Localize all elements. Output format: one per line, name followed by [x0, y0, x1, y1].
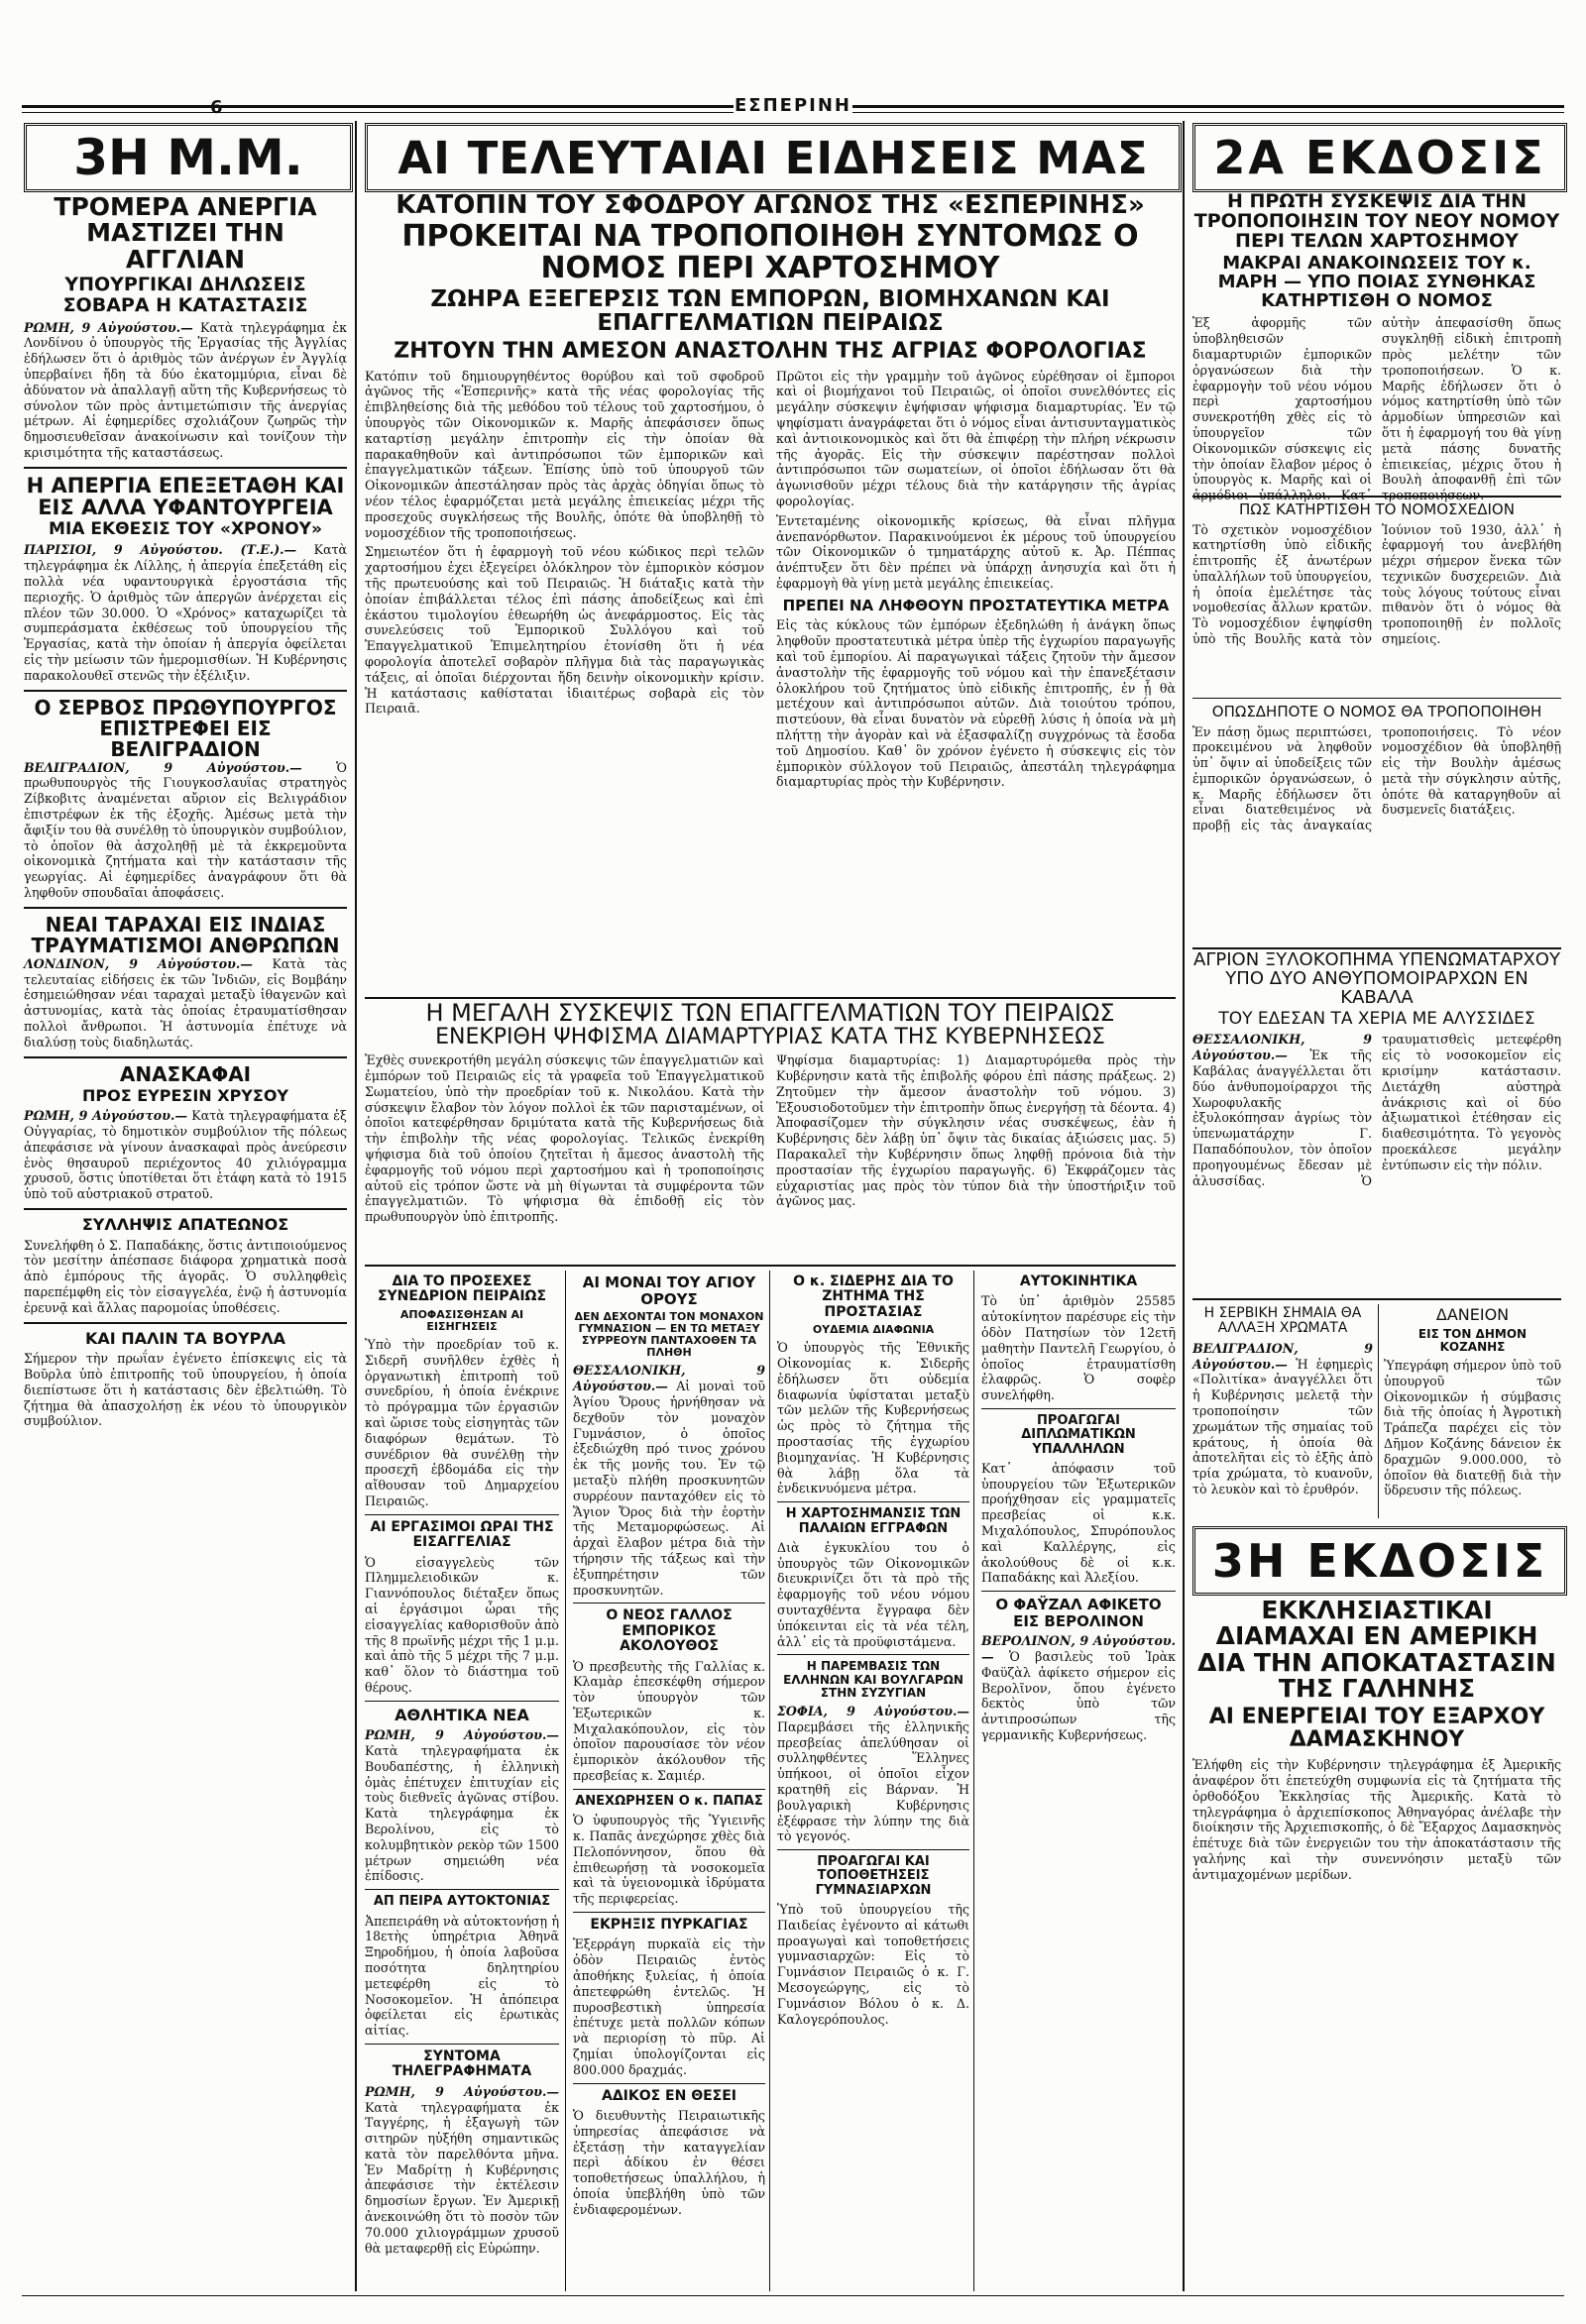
article-body: Ὁ εἰσαγγελεὺς τῶν Πλημμελειοδικῶν κ. Γιαννόπουλος διέταξεν ὅπως αἱ ἐργάσιμοι ὧραι τῆς εἰσαγγελίας καθορισθοῦν ἀπὸ τῆς 8 πρωϊνῆς μέχρι τῆς 1 μ.μ. καὶ ἀπὸ τῆς 5 μέχρι τῆς 7 μ.μ. καθ᾽ ὅλον τὸ διάστημα τοῦ θέρους.: [365, 1554, 559, 1695]
article-body: Ὁ πρεσβευτὴς τῆς Γαλλίας κ. Κλαμὰρ ἐπεσκέφθη σήμερον τὸν ὑπουργὸν τῶν Ἐξωτερικῶν κ. Μιχαλακόπουλον, εἰς τὸν ὁποῖον παρουσίασε τὸν νέον ἐμπορικὸν ἀκόλουθον τῆς πρεσβείας κ. Σαμιέρ.: [573, 1658, 765, 1784]
section-rule: [365, 1265, 1176, 1267]
lead-body: Κατόπιν τοῦ δημιουργηθέντος θορύβου καὶ τοῦ σφοδροῦ ἀγῶνος τῆς «Ἑσπερινῆς» κατὰ τῆς νέας φορολογίας τῆς ἐπιβληθείσης διὰ τῆς μεθόδου τοῦ τέλους τοῦ χαρτοσήμου, ὁ ὑπουργὸς τῶν Οἰκονομικῶν κ. Μαρῆς ἀπεφάσισεν ὅπως καταρτίσῃ μεγάλην ἐπιτροπὴν εἰς τὴν ὁποίαν θὰ παρακαθηθοῦν καὶ ἀντιπρόσωποι τῶν ἐμπορικῶν καὶ ἐπαγγελματικῶν τάξεων. Ἐπίσης ὑπὸ τοῦ ὑπουργοῦ τῶν Οἰκονομικῶν ἀπεστάλησαν πρὸς τὰς ἀρχὰς ὁδηγίαι ὅπως τὸ νέον τέλος ἐφαρμόζεται μετὰ μεγάλης ἐπιεικείας μέχρι τῆς προσεχοῦς συγκλήσεως τῆς Βουλῆς, ὁπότε θὰ ὑποβληθῇ τὸ νομοσχέδιον τῆς τροποποιήσεως.: [365, 368, 764, 540]
article-body: Ὑπὸ τὴν προεδρίαν τοῦ κ. Σιδερῆ συνῆλθεν ἐχθὲς ἡ ὀργανωτικὴ ἐπιτροπὴ τοῦ συνεδρίου, ἡ ὁποία ἐνέκρινε τὸ πρόγραμμα τῶν ἐργασιῶν καὶ ὥρισε τοὺς εἰσηγητὰς τῶν διαφόρων θεμάτων. Τὸ συνέδριον θὰ συνέλθῃ τὴν προσεχῆ ἑβδομάδα εἰς τὴν αἴθουσαν τοῦ Δημαρχείου Πειραιῶς.: [365, 1336, 559, 1508]
dateline: ΒΕΛΙΓΡΑΔΙΟΝ, 9 Αὐγούστου.—: [1192, 1340, 1373, 1372]
article-headline: ΑΘΛΗΤΙΚΑ ΝΕΑ: [395, 1705, 529, 1724]
dateline: ΘΕΣΣΑΛΟΝΙΚΗ, 9 Αὐγούστου.—: [1192, 1032, 1372, 1063]
right-lead-subhead: ΜΑΚΡΑΙ ΑΝΑΚΟΙΝΩΣΕΙΣ ΤΟΥ κ. ΜΑΡΗ — ΥΠΟ ΠΟΙΑΣ ΣΥΝΘΗΚΑΣ ΚΑΤΗΡΤΙΣΘΗ Ο ΝΟΜΟΣ: [1217, 252, 1536, 311]
column-divider-right: [1183, 121, 1185, 2291]
serbian-body: Ἡ ἐφημερὶς «Πολιτίκα» ἀναγγέλλει ὅτι ἡ Κυβέρνησις μελετᾷ τὴν τροποποίησιν τῶν χρωμάτων τῆς σημαίας τοῦ κράτους, ἡ ὁποία θὰ ἀποτελῆται εἰς τὸ ἑξῆς ἀπὸ τρία χρώματα, τὸ κυανοῦν, τὸ λευκὸν καὶ τὸ ἐρυθρόν.: [1192, 1356, 1373, 1496]
subcolumn-divider: [973, 1271, 974, 2291]
story-headline: ΤΡΟΜΕΡΑ ΑΝΕΡΓΙΑ ΜΑΣΤΙΖΕΙ ΤΗΝ ΑΓΓΛΙΑΝ: [54, 192, 317, 274]
center-banner: ΑΙ ΤΕΛΕΥΤΑΙΑΙ ΕΙΔΗΣΕΙΣ ΜΑΣ: [397, 131, 1149, 184]
article-body: Ὑπὸ τοῦ ὑπουργείου τῆς Παιδείας ἐγένοντο αἱ κάτωθι προαγωγαὶ καὶ τοποθετήσεις γυμνασιαρχῶν: Εἰς τὸ Γυμνάσιον Πειραιῶς ὁ κ. Γ. Μεσογεώργης, εἰς τὸ Γυμνάσιον Βόλου ὁ κ. Δ. Καλογερόπουλος.: [777, 1902, 969, 2027]
rural-story: [1192, 951, 1561, 1294]
loan-story: [1384, 1304, 1561, 1518]
article-headline: Ο ΦΑΫΖΑΛ ΑΦΙΚΕΤΟ ΕΙΣ ΒΕΡΟΛΙΝΟΝ: [995, 1596, 1162, 1630]
article-headline: Ο ΝΕΟΣ ΓΑΛΛΟΣ ΕΜΠΟΡΙΚΟΣ ΑΚΟΛΟΥΘΟΣ: [606, 1607, 733, 1655]
dateline: ΒΕΡΟΛΙΝΟΝ, 9 Αὐγούστου.—: [981, 1633, 1176, 1665]
lead-kicker: ΚΑΤΟΠΙΝ ΤΟΥ ΣΦΟΔΡΟΥ ΑΓΩΝΟΣ ΤΗΣ «ΕΣΠΕΡΙΝΗΣ»: [396, 190, 1145, 220]
article-headline: Ο κ. ΣΙΔΕΡΗΣ ΔΙΑ ΤΟ ΖΗΤΗΜΑ ΤΗΣ ΠΡΟΣΤΑΣΙΑΣ: [793, 1273, 954, 1320]
dateline: ΘΕΣΣΑΛΟΝΙΚΗ, 9 Αὐγούστου.—: [573, 1363, 765, 1394]
right-lead-story: [1192, 192, 1561, 490]
article-subhead: ΑΠΟΦΑΣΙΣΘΗΣΑΝ ΑΙ ΕΙΣΗΓΗΣΕΙΣ: [399, 1307, 524, 1333]
article-body: Ἀπεπειράθη νὰ αὐτοκτονήσῃ ἡ 18ετὴς ὑπηρέτρια Ἀθηνᾶ Ξηροδήμου, ἡ ὁποία λαβοῦσα ποσότητα δηλητηρίου μετεφέρθη εἰς τὸ Νοσοκομεῖον. Ἡ ἀπόπειρα ὀφείλεται εἰς ἐρωτικὰς αἰτίας.: [365, 1913, 559, 2039]
church-headline: ΕΚΚΛΗΣΙΑΣΤΙΚΑΙ ΔΙΑΜΑΧΑΙ ΕΝ ΑΜΕΡΙΚΗ ΔΙΑ ΤΗΝ ΑΠΟΚΑΤΑΣΤΑΣΙΝ ΤΗΣ ΓΑΛΗΝΗΣ: [1197, 1596, 1556, 1703]
paper-name: ΕΣΠΕΡΙΝΗ: [735, 95, 851, 116]
lead-subhead-2: ΖΗΤΟΥΝ ΤΗΝ ΑΜΕΣΟΝ ΑΝΑΣΤΟΛΗΝ ΤΗΣ ΑΓΡΙΑΣ ΦΟΡΟΛΟΓΙΑΣ: [394, 338, 1147, 364]
center-banner-box: [365, 123, 1182, 192]
story-subhead: ΜΙΑ ΕΚΘΕΣΙΣ ΤΟΥ «ΧΡΟΝΟΥ»: [49, 518, 322, 539]
dateline: ΛΟΝΔΙΝΟΝ, 9 Αὐγούστου.—: [24, 955, 253, 971]
story-body: Συνελήφθη ὁ Σ. Παπαδάκης, ὅστις ἀντιποιούμενος τὸν μεσίτην ἀπέσπασε διάφορα χρηματικὰ ποσὰ ἀπὸ ἐμπόρους τῆς ἀγορᾶς. Ὁ συλληφθεὶς παρεπέμφθη εἰς τὸν εἰσαγγελέα, ἐνῷ ἡ ἀστυνομία ἐρευνᾷ καὶ ἄλλας παρομοίας ὑποθέσεις.: [24, 1237, 347, 1315]
article-body: Ὁ βασιλεὺς τοῦ Ἰρὰκ Φαϋζὰλ ἀφίκετο σήμερον εἰς Βερολῖνον, ὅπου ἐγένετο δεκτὸς ὑπὸ τῶν ἀντιπροσώπων τῆς γερμανικῆς Κυβερνήσεως.: [981, 1649, 1176, 1743]
article-subhead: ΔΕΝ ΔΕΧΟΝΤΑΙ ΤΟΝ ΜΟΝΑΧΟΝ ΓΥΜΝΑΣΙΟΝ — ΕΝ ΤΩ ΜΕΤΑΞΥ ΣΥΡΡΕΟΥΝ ΠΑΝΤΑΧΟΘΕΝ ΤΑ ΠΛΗΘΗ: [574, 1310, 764, 1360]
story-headline: ΚΑΙ ΠΑΛΙΝ ΤΑ ΒΟΥΡΛΑ: [84, 1328, 286, 1348]
serbian-headline: Η ΣΕΡΒΙΚΗ ΣΗΜΑΙΑ ΘΑ ΑΛΛΑΞΗ ΧΡΩΜΑΤΑ: [1203, 1305, 1362, 1337]
page-number: 6: [210, 97, 223, 118]
bottom-subcolumn-4: [981, 1273, 1176, 2291]
rural-body: Ἐκ τῆς Καβάλας ἀναγγέλλεται ὅτι δύο ἀνθυπομοίραρχοι τῆς Χωροφυλακῆς ἐξυλοκόπησαν ἀγρίως τὸν ὑπενωματάρχην Γ. Παπαδόπουλον, τὸν ὁποῖον προηγουμένως ἔδεσαν μὲ ἁλυσσίδας. Ὁ τραυματισθεὶς μετεφέρθη εἰς τὸ νοσοκομεῖον εἰς κρισίμην κατάστασιν. Διετάχθη αὐστηρὰ ἀνάκρισις καὶ οἱ δύο ἀξιωματικοὶ ἐτέθησαν εἰς διαθεσιμότητα. Τὸ γεγονὸς προεκάλεσε μεγάλην ἐντύπωσιν εἰς τὴν πόλιν.: [1192, 1032, 1561, 1188]
dateline: ΣΟΦΙΑ, 9 Αὐγούστου.—: [777, 1703, 969, 1718]
article-headline: Η ΧΑΡΤΟΣΗΜΑΝΣΙΣ ΤΩΝ ΠΑΛΑΙΩΝ ΕΓΓΡΑΦΩΝ: [785, 1506, 962, 1536]
article-body: Ὁ ὑφυπουργὸς τῆς Ὑγιεινῆς κ. Παπᾶς ἀνεχώρησε χθὲς διὰ Πελοπόννησον, ὅπου θὰ ἐπιθεωρήσῃ τὰ νοσοκομεῖα καὶ τὰ ὑγειονομικὰ ἱδρύματα τῆς περιφερείας.: [573, 1813, 765, 1907]
article-headline: ΠΡΟΑΓΩΓΑΙ ΚΑΙ ΤΟΠΟΘΕΤΗΣΕΙΣ ΓΥΜΝΑΣΙΑΡΧΩΝ: [815, 1854, 932, 1898]
story-body: Κατὰ τὰς τελευταίας εἰδήσεις ἐκ τῶν Ἰνδιῶν, εἰς Βομβάην ἐσημειώθησαν νέαι ταραχαὶ μεταξὺ ἰθαγενῶν καὶ ἀστυνομίας, κατὰ τὰς ὁποίας ἐτραυματίσθησαν πολλοὶ ἄνθρωποι. Ἡ ἀστυνομία ἐπέτυχε νὰ διαλύσῃ τοὺς διαδηλωτάς.: [24, 955, 347, 1050]
measures-body: Εἰς τὰς κύκλους τῶν ἐμπόρων ἐξεδηλώθη ἡ ἀνάγκη ὅπως ληφθοῦν προστατευτικὰ μέτρα ὑπὲρ τῆς ἐγχωρίου παραγωγῆς καὶ τοῦ ἐμπορίου. Αἱ παραγωγικαὶ τάξεις ζητοῦν τὴν ἄμεσον ἀναστολὴν τῆς ἐφαρμογῆς τοῦ νόμου καὶ τὴν ἐπανεξέτασιν ὁλοκλήρου τοῦ ζητήματος ὑπὸ εἰδικῆς ἐπιτροπῆς, ἐν ᾗ θὰ μετέχουν καὶ ἀντιπρόσωποι αὐτῶν. Διὰ τοιούτου τρόπου, πιστεύουν, θὰ εἶναι δυνατὸν νὰ εὑρεθῇ λύσις ἡ ὁποία νὰ μὴ πλήττῃ τὴν ἀγορὰν καὶ νὰ ἐξασφαλίζῃ συγχρόνως τὰ ἔσοδα τοῦ Δημοσίου. Καθ᾽ ὃν χρόνον ἐγένετο ἡ σύσκεψις εἰς τὸν ἐμπορικὸν σύλλογον τοῦ Πειραιῶς, ἀπεστάλη τηλεγράφημα διαμαρτυρίας πρὸς τὴν Κυβέρνησιν.: [776, 617, 1176, 790]
piraeus-body-2: Ψηφίσμα διαμαρτυρίας: 1) Διαμαρτυρόμεθα πρὸς τὴν Κυβέρνησιν κατὰ τῆς ἐπιβολῆς φόρου ἐπὶ πάσης πράξεως. 2) Ζητοῦμεν τὴν ἄμεσον ἀναστολὴν τοῦ νόμου. 3) Ἐξουσιοδοτοῦμεν τὴν ἐπιτροπὴν ὅπως ἐνεργήσῃ τὰ δέοντα. 4) Ἀποφασίζομεν τὴν σύγκλησιν νέας συσκέψεως, ἐὰν ἡ Κυβέρνησις δὲν λάβῃ ὑπ᾽ ὄψιν τὰς δικαίας ἀξιώσεις μας. 5) Παρακαλεῖ τὴν Κυβέρνησιν ὅπως ληφθῇ πρόνοια διὰ τὴν προστασίαν τῆς ἐγχωρίου παραγωγῆς. 6) Ἐκφράζομεν τὰς εὐχαριστίας μας πρὸς τὸν τύπον διὰ τὴν ὑποστήριξιν τοῦ ἀγῶνος μας.: [776, 1052, 1176, 1209]
serbian-story: [1192, 1304, 1373, 1518]
article-headline: ΣΥΝΤΟΜΑ ΤΗΛΕΓΡΑΦΗΜΑΤΑ: [392, 2047, 532, 2080]
subcolumn-divider: [565, 1271, 566, 2291]
article-body: Αἱ μοναὶ τοῦ Ἁγίου Ὄρους ἠρνήθησαν νὰ δεχθοῦν τὸν μοναχὸν Γυμνάσιον, ὁ ὁποῖος ἐξεδιώχθη πρό τινος χρόνου ἐκ τῆς μονῆς του. Ἐν τῷ μεταξὺ πλήθη προσκυνητῶν συρρέουν πανταχόθεν εἰς τὸ Ἅγιον Ὄρος διὰ τὴν ἑορτὴν τῆς Μεταμορφώσεως. Αἱ ἀρχαὶ ἔλαβον μέτρα διὰ τὴν τήρησιν τῆς τάξεως καὶ τὴν ἐξυπηρέτησιν τῶν προσκυνητῶν.: [573, 1379, 765, 1598]
story-body: Σήμερον τὴν πρωΐαν ἐγένετο ἐπίσκεψις εἰς τὰ Βοῦρλα ὑπὸ ἐπιτροπῆς τοῦ ὑπουργείου, ἡ ὁποία διεπίστωσε ὅτι ἡ κατάστασις δὲν ἐβελτιώθη. Τὸ ζήτημα θὰ ἀπασχολήσῃ ἐκ νέου τὸ ὑπουργικὸν συμβούλιον.: [24, 1351, 347, 1429]
article-headline: ΠΡΟΑΓΩΓΑΙ ΔΙΠΛΩΜΑΤΙΚΩΝ ΥΠΑΛΛΗΛΩΝ: [1021, 1412, 1136, 1457]
article-body: Τὸ ὑπ᾽ ἀριθμὸν 25585 αὐτοκίνητον παρέσυρε εἰς τὴν ὁδὸν Πατησίων τὸν 12ετῆ μαθητὴν Παντελῆ Γεωργίου, ὁ ὁποῖος ἐτραυματίσθη ἐλαφρῶς. Ὁ σοφὲρ συνελήφθη.: [981, 1293, 1176, 1403]
story-headline: ΑΝΑΣΚΑΦΑΙ: [119, 1061, 252, 1086]
piraeus-body: Ἐχθὲς συνεκροτήθη μεγάλη σύσκεψις τῶν ἐπαγγελματιῶν καὶ ἐμπόρων τοῦ Πειραιῶς εἰς τὰ γραφεῖα τοῦ Ἐπαγγελματικοῦ Σωματείου, ὑπὸ τὴν προεδρίαν τοῦ κ. Νικολάου. Κατὰ τὴν σύσκεψιν ἔλαβον τὸν λόγον πολλοὶ ἐκ τῶν παρισταμένων, οἱ ὁποῖοι κατεφέρθησαν δριμύτατα κατὰ τῆς Κυβερνήσεως διὰ τὴν ἐπιβολὴν τῆς νέας φορολογίας. Τελικῶς ἐνεκρίθη ψήφισμα διὰ τοῦ ὁποίου ζητεῖται ἡ ἄμεσος ἀναστολὴ τῆς ἐφαρμογῆς τοῦ νόμου περὶ χαρτοσήμου καὶ ἡ τροποποίησις αὐτοῦ εἰς τρόπον ὥστε νὰ μὴ θίγωνται τὰ συμφέροντα τῶν ἐπαγγελματιῶν. Τὸ ψήφισμα θὰ ἐπιδοθῇ εἰς τὸν πρωθυπουργὸν ὑπὸ ἐπιτροπῆς.: [365, 1052, 764, 1225]
article-headline: ΑΔΙΚΟΣ ΕΝ ΘΕΣΕΙ: [601, 2087, 737, 2104]
story-subhead: ΠΡΟΣ ΕΥΡΕΣΙΝ ΧΡΥΣΟΥ: [82, 1085, 288, 1105]
story-body: Κατὰ τηλεγραφήματα ἐξ Οὐγγαρίας, τὸ δημοτικὸν συμβούλιον τῆς πόλεως ἀπεφάσισε νὰ γίνουν ἀνασκαφαὶ πρὸς ἀνεύρεσιν ἑνὸς θησαυροῦ περιέχοντος 40 χιλιόγραμμα χρυσοῦ, ὅστις ὑποτίθεται ὅτι ἐτάφη κατὰ τὸ 1915 ὑπὸ τοῦ αὐστριακοῦ στρατοῦ.: [24, 1108, 347, 1202]
right-lead-body: Ἐξ ἀφορμῆς τῶν ὑποβληθεισῶν διαμαρτυριῶν ἐμπορικῶν ὀργανώσεων διὰ τὴν ἐφαρμογὴν τοῦ νέου νόμου περὶ χαρτοσήμου συνεκροτήθη χθὲς εἰς τὸ ὑπουργεῖον τῶν Οἰκονομικῶν σύσκεψις εἰς τὴν ὁποίαν ἔλαβον μέρος ὁ ὑπουργὸς κ. Μαρῆς καὶ οἱ αὐτὴν ἀπεφασίσθη ὅπως συγκληθῇ εἰδικὴ ἐπιτροπὴ πρὸς μελέτην τῶν τροποποιήσεων. Ὁ κ. Μαρῆς ἐδήλωσεν ὅτι ὁ νόμος κατηρτίσθη ὑπὸ τῶν ἀρμοδίων ὑπηρεσιῶν καὶ ὅτι ἡ ἐφαρμογή του θὰ γίνῃ μετὰ πάσης δυνατῆς ἐπιεικείας, μέχρις ὅτου ἡ Βουλὴ ἀποφανθῇ ἐπὶ τῶν: [1192, 315, 1561, 488]
story-body: Κατὰ τηλεγράφημα ἐκ Λονδίνου ὁ ὑπουργὸς τῆς Ἐργασίας τῆς Ἀγγλίας ἐδήλωσεν ὅτι ὁ ἀριθμὸς τῶν ἀνέργων ἐν Ἀγγλίᾳ ὑπερβαίνει ἤδη τὰ δύο ἑκατομμύρια, εἶναι δὲ ἀδύνατον νὰ ἀπαλλαγῇ αὕτη τῆς Κυβερνήσεως τὸ σύνολον τῶν πρὸς ἀντιμετώπισιν τῆς ἀνεργίας μέτρων. Αἱ ἐφημερίδες σχολιάζουν ζωηρῶς τὴν δημοσιευθεῖσαν ἀνακοίνωσιν καὶ τονίζουν τὴν κρισιμότητα τῆς καταστάσεως.: [24, 319, 347, 460]
criticism-headline: ΠΩΣ ΚΑΤΗΡΤΙΣΘΗ ΤΟ ΝΟΜΟΣΧΕΔΙΟΝ: [1239, 500, 1515, 518]
criticism-body: Τὸ σχετικὸν νομοσχέδιον κατηρτίσθη ὑπὸ εἰδικῆς ἐπιτροπῆς ἐξ ἀνωτέρων ὑπαλλήλων τοῦ ὑπουργείου, ἡ ὁποία ἐμελέτησε τὰς νομοθεσίας ἄλλων κρατῶν. Τὸ νομοσχέδιον ἐψηφίσθη ὑπὸ τῆς Βουλῆς κατὰ τὸν Ἰούνιον τοῦ 1930, ἀλλ᾽ ἡ ἐφαρμογή του ἀνεβλήθη μέχρι σήμερον ἕνεκα τῶν τεχνικῶν δυσχερειῶν. Διὰ τοὺς λόγους τούτους εἶναι πιθανὸν ὅτι ὁ νόμος θὰ τροποποιηθῇ ἐν πολλοῖς σημείοις.: [1192, 521, 1561, 647]
article-body: Ὁ ὑπουργὸς τῆς Ἐθνικῆς Οἰκονομίας κ. Σιδερῆς ἐδήλωσεν ὅτι οὐδεμία διαφωνία ὑφίσταται μεταξὺ τῶν μελῶν τῆς Κυβερνήσεως ὡς πρὸς τὸ ζήτημα τῆς προστασίας τῆς ἐγχωρίου βιομηχανίας. Ἡ Κυβέρνησις θὰ λάβῃ ὅλα τὰ ἐνδεικνυόμενα μέτρα.: [777, 1340, 969, 1496]
rural-headline: ΑΓΡΙΟΝ ΞΥΛΟΚΟΠΗΜΑ ΥΠΕΝΩΜΑΤΑΡΧΟΥ ΥΠΟ ΔΥΟ ΑΝΘΥΠΟΜΟΙΡΑΡΧΩΝ ΕΝ ΚΑΒΑΛΑ: [1193, 949, 1560, 1008]
section-rule: [1192, 1298, 1561, 1300]
dateline: ΠΑΡΙΣΙΟΙ, 9 Αὐγούστου. (Τ.Ε.).—: [24, 542, 297, 558]
lead-headline: ΠΡΟΚΕΙΤΑΙ ΝΑ ΤΡΟΠΟΠΟΙΗΘΗ ΣΥΝΤΟΜΩΣ Ο ΝΟΜΟΣ ΠΕΡΙ ΧΑΡΤΟΣΗΜΟΥ: [401, 219, 1139, 285]
article-body: Παρεμβάσει τῆς ἑλληνικῆς πρεσβείας ἀπελύθησαν οἱ συλληφθέντες Ἕλληνες ὑπήκοοι, οἱ ὁποῖοι εἶχον κρατηθῆ εἰς Βάρναν. Ἡ βουλγαρικὴ Κυβέρνησις ἐξέφρασε τὴν λύπην της διὰ τὸ γεγονός.: [777, 1718, 969, 1844]
dateline: ΡΩΜΗ, 9 Αὐγούστου.—: [365, 1727, 559, 1743]
article-headline: ΑΥΤΟΚΙΝΗΤΙΚΑ: [1019, 1273, 1138, 1289]
column-divider-left: [355, 121, 357, 2291]
lead-story: [365, 192, 1176, 995]
article-subhead: ΟΥΔΕΜΙΑ ΔΙΑΦΩΝΙΑ: [812, 1323, 935, 1337]
story-subhead: ΥΠΟΥΡΓΙΚΑΙ ΔΗΛΩΣΕΙΣ ΣΟΒΑΡΑ Η ΚΑΤΑΣΤΑΣΙΣ: [62, 273, 308, 316]
subcolumn-divider: [769, 1271, 770, 2291]
subcolumn-divider: [1378, 1304, 1379, 1518]
piraeus-subhead: ΕΝΕΚΡΙΘΗ ΨΗΦΙΣΜΑ ΔΙΑΜΑΡΤΥΡΙΑΣ ΚΑΤΑ ΤΗΣ ΚΥΒΕΡΝΗΣΕΩΣ: [435, 1025, 1105, 1051]
criticism-story: [1192, 499, 1561, 694]
rural-subhead: ΤΟΥ ΕΔΕΣΑΝ ΤΑ ΧΕΡΙΑ ΜΕ ΑΛΥΣΣΙΔΕΣ: [1218, 1008, 1535, 1029]
measures-headline: ΠΡΕΠΕΙ ΝΑ ΛΗΦΘΟΥΝ ΠΡΟΣΤΑΤΕΥΤΙΚΑ ΜΕΤΡΑ: [782, 596, 1170, 614]
article-body: Κατὰ τηλεγραφήματα ἐκ Ταγγέρης, ἡ ἐξαγωγὴ τῶν σιτηρῶν ηὐξήθη σημαντικῶς κατὰ τὸν παρελθόντα μῆνα. Ἐν Μαδρίτῃ ἡ Κυβέρνησις ἀπεφάσισε τὴν ἐκτέλεσιν δημοσίων ἔργων. Ἐν Ἀμερικῇ ἀνεκοινώθη ὅτι τὸ ποσὸν τῶν 70.000 χιλιογράμμων χρυσοῦ θὰ μεταφερθῇ εἰς Εὐρώπην.: [365, 2099, 559, 2256]
story-headline: Η ΑΠΕΡΓΙΑ ΕΠΕΞΕΤΑΘΗ ΚΑΙ ΕΙΣ ΑΛΛΑ ΥΦΑΝΤΟΥΡΓΕΙΑ: [26, 473, 345, 519]
edition2-box: [1192, 123, 1567, 192]
bottom-subcolumn-1: [365, 1273, 559, 2291]
right-lead-headline: Η ΠΡΩΤΗ ΣΥΣΚΕΨΙΣ ΔΙΑ ΤΗΝ ΤΡΟΠΟΠΟΙΗΣΙΝ ΤΟΥ ΝΕΟΥ ΝΟΜΟΥ ΠΕΡΙ ΤΕΛΩΝ ΧΑΡΤΟΣΗΜΟΥ: [1193, 190, 1560, 252]
article-headline: ΑΙ ΜΟΝΑΙ ΤΟΥ ΑΓΙΟΥ ΟΡΟΥΣ: [582, 1273, 756, 1308]
edition3-box: [1192, 1526, 1567, 1596]
article-body: Κατὰ τηλεγραφήματα ἐκ Βουδαπέστης, ἡ ἑλληνικὴ ὁμὰς ἐπέτυχεν ἐπιτυχίαν εἰς τοὺς διεθνεῖς ἀγῶνας στίβου. Κατὰ τηλεγράφημα ἐκ Βερολίνου, εἰς τὸ κολυμβητικὸν ρεκὸρ τῶν 1500 μέτρων σημειώθη νέα ἐπίδοσις.: [365, 1743, 559, 1884]
loan-body: Ὑπεγράφη σήμερον ὑπὸ τοῦ ὑπουργοῦ τῶν Οἰκονομικῶν ἡ σύμβασις διὰ τῆς ὁποίας ἡ Ἀγροτικὴ Τράπεζα παρέχει εἰς τὸν Δῆμον Κοζάνης δάνειον ἐκ δραχμῶν 9.000.000, τὸ ὁποῖον θὰ διατεθῇ διὰ τὴν ὕδρευσιν τῆς πόλεως.: [1384, 1357, 1561, 1498]
dateline: ΡΩΜΗ, 9 Αὐγούστου.—: [24, 1108, 187, 1124]
lead-body-3: Πρῶτοι εἰς τὴν γραμμὴν τοῦ ἀγῶνος εὑρέθησαν οἱ ἔμποροι καὶ οἱ βιομήχανοι τοῦ Πειραιῶς, οἱ ὁποῖοι συνελθόντες εἰς μεγάλην σύσκεψιν ἐψήφισαν ψήφισμα διαμαρτυρίας. Ἐν τῷ ψηφίσματι ἀναγράφεται ὅτι ὁ νόμος εἶναι ἀντισυνταγματικὸς καὶ ἀντιοικονομικὸς καὶ ὅτι θὰ ἐπιφέρῃ τὴν πλήρη νέκρωσιν τῆς ἀγορᾶς. Εἰς τὴν σύσκεψιν παρέστησαν πολλοὶ ἀντιπρόσωποι τῶν σωματείων, οἱ ὁποῖοι ἐδήλωσαν ὅτι θὰ ἀγωνισθοῦν μέχρι τέλους διὰ τὴν κατάργησιν τῆς ἀγρίας φορολογίας.: [776, 368, 1176, 509]
edition3-label: 3Η ΕΚΔΟΣΙΣ: [1211, 1534, 1548, 1588]
dateline: ΡΩΜΗ, 9 Αὐγούστου.—: [365, 2083, 559, 2099]
amend-story: [1192, 702, 1561, 941]
article-body: Ὁ διευθυντὴς Πειραιωτικῆς ὑπηρεσίας ἀπεφάσισε νὰ ἐξετάσῃ τὴν καταγγελίαν περὶ ἀδίκου ἐν θέσει τοποθετήσεως ὑπαλλήλου, ἡ ὁποία ὑπεβλήθη ὑπὸ τῶν ἐνδιαφερομένων.: [573, 2107, 765, 2217]
lead-body-4: Ἐντεταμένης οἰκονομικῆς κρίσεως, θὰ εἶναι πλῆγμα ἀνεπανόρθωτον. Παρακινούμενοι ἐκ μέρους τοῦ ὑπουργείου τῶν Οἰκονομικῶν ὁ τμηματάρχης αὐτοῦ κ. Ἀρ. Πέππας ἀνέπτυξεν ὅτι δὲν πρέπει νὰ ὑπάρχῃ ἀνησυχία καὶ ὅτι ἡ ἐφαρμογὴ θὰ γίνῃ μετὰ μεγάλης ἐπιεικείας.: [776, 512, 1176, 592]
article-headline: ΕΚΡΗΞΙΣ ΠΥΡΚΑΓΙΑΣ: [590, 1916, 748, 1933]
bottom-subcolumn-3: [777, 1273, 969, 2291]
left-edition-label: 3Η Μ.Μ.: [73, 129, 303, 186]
church-body: Ἐλήφθη εἰς τὴν Κυβέρνησιν τηλεγράφημα ἐξ Ἀμερικῆς ἀναφέρον ὅτι ἐπετεύχθη συμφωνία εἰς τὰ ζητήματα τῆς ὀρθοδόξου Ἑκκλησίας τῆς Ἀμερικῆς. Κατὰ τὸ τηλεγράφημα ὁ ἀρχιεπίσκοπος Ἀθηναγόρας ἀνέλαβε τὴν διοίκησιν τῆς Ἀρχιεπισκοπῆς, ὁ δὲ Ἔξαρχος Δαμασκηνὸς ἐπέτυχε διὰ τῶν ἐνεργειῶν του τὴν ἀποκατάστασιν τῆς γαλήνης καὶ τὴν συνεννόησιν μεταξὺ τῶν ἀντιμαχομένων μερίδων.: [1192, 1757, 1561, 1882]
piraeus-headline: Η ΜΕΓΑΛΗ ΣΥΣΚΕΨΙΣ ΤΩΝ ΕΠΑΓΓΕΛΜΑΤΙΩΝ ΤΟΥ ΠΕΙΡΑΙΩΣ: [425, 999, 1115, 1027]
lead-body-2: Σημειωτέον ὅτι ἡ ἐφαρμογὴ τοῦ νέου κώδικος περὶ τελῶν χαρτοσήμου ἐχει ἐξεγείρει ὁλόκληρον τὸν ἐμπορικὸν κόσμον τῆς πρωτευούσης καὶ τοῦ Πειραιῶς. Ἡ διάταξις κατὰ τὴν ὁποίαν ἐπιβάλλεται τέλος ἐπὶ πάσης ἀποδείξεως καὶ ἐπὶ ἑκάστου τιμολογίου ἐθεωρήθη ὡς ἀνεφάρμοστος. Εἰς τὰς συνελεύσεις τοῦ Ἐμπορικοῦ Συλλόγου καὶ τοῦ Ἐπαγγελματικοῦ Ἐπιμελητηρίου ἐτονίσθη ὅτι ἡ νέα φορολογία ἀποτελεῖ σοβαρὸν πλῆγμα διὰ τὰς παραγωγικὰς τάξεις, αἱ ὁποῖαι διέρχονται ἤδη δεινὴν οἰκονομικὴν κρίσιν. Ἡ κατάστασις καθίσταται ἰδιαιτέρως σοβαρὰ εἰς τὸν Πειραιᾶ.: [365, 544, 764, 717]
amend-body: Ἐν πάσῃ ὅμως περιπτώσει, προκειμένου νὰ ληφθοῦν ὑπ᾽ ὄψιν αἱ ὑποδείξεις τῶν ἐμπορικῶν ὀργανώσεων, ὁ κ. Μαρῆς ἐδήλωσεν ὅτι εἶναι διατεθειμένος νὰ προβῇ εἰς τὰς ἀναγκαίας τροποποιήσεις. Τὸ νέον νομοσχέδιον θὰ ὑποβληθῇ εἰς τὴν Βουλὴν ἀμέσως μετὰ τὴν σύγκλησιν αὐτῆς, ὁπότε θὰ καταργηθοῦν αἱ δυσμενεῖς διατάξεις.: [1192, 723, 1561, 833]
amend-headline: ΟΠΩΣΔΗΠΟΤΕ Ο ΝΟΜΟΣ ΘΑ ΤΡΟΠΟΠΟΙΗΘΗ: [1211, 703, 1542, 720]
story-body: Ὁ πρωθυπουργὸς τῆς Γιουγκοσλαυΐας στρατηγὸς Ζίβκοβιτς ἀναμένεται αὔριον εἰς Βελιγράδιον ἐπιστρέφων ἐκ τῆς ἐξοχῆς. Ἀμέσως μετὰ τὴν ἄφιξίν του θὰ συνέλθῃ τὸ ὑπουργικὸν συμβούλιον, τὸ ὁποῖον θὰ ἀσχοληθῇ μὲ τὰ ἐκκρεμοῦντα οἰκονομικὰ ζητήματα καὶ τὴν κατάστασιν τῆς γεωργίας. Αἱ ἐφημερίδες ἀναγράφουν ὅτι θὰ ληφθοῦν σπουδαῖαι ἀποφάσεις.: [24, 759, 347, 901]
loan-subhead: ΕΙΣ ΤΟΝ ΔΗΜΟΝ ΚΟΖΑΝΗΣ: [1417, 1326, 1528, 1354]
story-headline: ΣΥΛΛΗΨΙΣ ΑΠΑΤΕΩΝΟΣ: [81, 1214, 289, 1234]
left-column-stories: [24, 194, 347, 2295]
article-body: Διὰ ἐγκυκλίου του ὁ ὑπουργὸς τῶν Οἰκονομικῶν διευκρινίζει ὅτι τὰ πρὸ τῆς ἐφαρμογῆς τοῦ νέου νόμου συνταχθέντα ἔγγραφα δὲν ὑπόκεινται εἰς τὰ νέα τέλη, ἀλλ᾽ εἰς τὰ προϋφιστάμενα.: [777, 1539, 969, 1649]
loan-headline: ΔΑΝΕΙΟΝ: [1435, 1305, 1510, 1324]
article-headline: ΑΠ ΠΕΙΡΑ ΑΥΤΟΚΤΟΝΙΑΣ: [373, 1894, 551, 1910]
left-edition-box: [24, 123, 353, 192]
article-body: Ἐξερράγη πυρκαϊὰ εἰς τὴν ὁδὸν Πειραιῶς ἐντὸς ἀποθήκης ξυλείας, ἡ ὁποία ἀπετεφρώθη ἐντελῶς. Ἡ πυροσβεστικὴ ὑπηρεσία ἐπέτυχε μετὰ πολλῶν κόπων νὰ περιορίσῃ τὸ πῦρ. Αἱ ζημίαι ὑπολογίζονται εἰς 800.000 δραχμάς.: [573, 1937, 765, 2077]
article-headline: ΑΙ ΕΡΓΑΣΙΜΟΙ ΩΡΑΙ ΤΗΣ ΕΙΣΑΓΓΕΛΙΑΣ: [370, 1518, 554, 1551]
dateline: ΒΕΛΙΓΡΑΔΙΟΝ, 9 Αὐγούστου.—: [24, 759, 302, 775]
dateline: ΡΩΜΗ, 9 Αὐγούστου.—: [24, 319, 193, 335]
piraeus-story: [365, 1001, 1176, 1261]
bottom-subcolumn-2: [573, 1273, 765, 2291]
article-headline: ΔΙΑ ΤΟ ΠΡΟΣΕΧΕΣ ΣΥΝΕΔΡΙΟΝ ΠΕΙΡΑΙΩΣ: [377, 1273, 547, 1305]
story-headline: ΝΕΑΙ ΤΑΡΑΧΑΙ ΕΙΣ ΙΝΔΙΑΣ ΤΡΑΥΜΑΤΙΣΜΟΙ ΑΝΘΡΩΠΩΝ: [31, 912, 340, 957]
article-headline: Η ΠΑΡΕΜΒΑΣΙΣ ΤΩΝ ΕΛΛΗΝΩΝ ΚΑΙ ΒΟΥΛΓΑΡΩΝ ΣΤΗΝ ΣΥΖΥΓΙΑΝ: [783, 1659, 963, 1700]
church-subhead: ΑΙ ΕΝΕΡΓΕΙΑΙ ΤΟΥ ΕΞΑΡΧΟΥ ΔΑΜΑΣΚΗΝΟΥ: [1208, 1705, 1545, 1753]
story-headline: Ο ΣΕΡΒΟΣ ΠΡΩΘΥΠΟΥΡΓΟΣ ΕΠΙΣΤΡΕΦΕΙ ΕΙΣ ΒΕΛΙΓΡΑΔΙΟΝ: [34, 695, 337, 761]
section-rule: [1192, 698, 1561, 699]
article-body: Κατ᾽ ἀπόφασιν τοῦ ὑπουργείου τῶν Ἐξωτερικῶν προήχθησαν εἰς γραμματεῖς πρεσβείας οἱ κ.κ. Μιχαλόπουλος, Σπυρόπουλος καὶ Καλλέργης, εἰς ἀκολούθους δὲ οἱ κ.κ. Παπαδάκης καὶ Ἀλεξίου.: [981, 1460, 1176, 1586]
section-rule: [1192, 496, 1561, 498]
page-bottom-rule: [22, 2295, 1564, 2296]
lead-subhead-1: ΖΩΗΡΑ ΕΞΕΓΕΡΣΙΣ ΤΩΝ ΕΜΠΟΡΩΝ, ΒΙΟΜΗΧΑΝΩΝ ΚΑΙ ΕΠΑΓΓΕΛΜΑΤΙΩΝ ΠΕΙΡΑΙΩΣ: [430, 286, 1110, 337]
article-headline: ΑΝΕΧΩΡΗΣΕΝ Ο κ. ΠΑΠΑΣ: [575, 1793, 763, 1809]
church-story: [1192, 1598, 1561, 2291]
story-body: Κατὰ τηλεγράφημα ἐκ Λίλλης, ἡ ἀπεργία ἐπεξετάθη εἰς πολλὰ νέα υφαντουργικὰ ἐργοστάσια τῆς περιοχῆς. Ὁ ἀριθμὸς τῶν ἀπεργῶν ἀνέρχεται εἰς πλέον τῶν 30.000. Ὁ «Χρόνος» καταχωρίζει τὰ συμπεράσματα ἐκθέσεως τοῦ ὑπουργείου τῆς Ἐργασίας, κατὰ τὴν ὁποίαν ἡ ἀπεργία ὀφείλεται εἰς τὴν μείωσιν τῶν ἡμερομισθίων. Ἡ Κυβέρνησις παρακολουθεῖ στενῶς τὴν ἐξέλιξιν.: [24, 542, 347, 683]
edition2-label: 2Α ΕΚΔΟΣΙΣ: [1213, 131, 1546, 184]
